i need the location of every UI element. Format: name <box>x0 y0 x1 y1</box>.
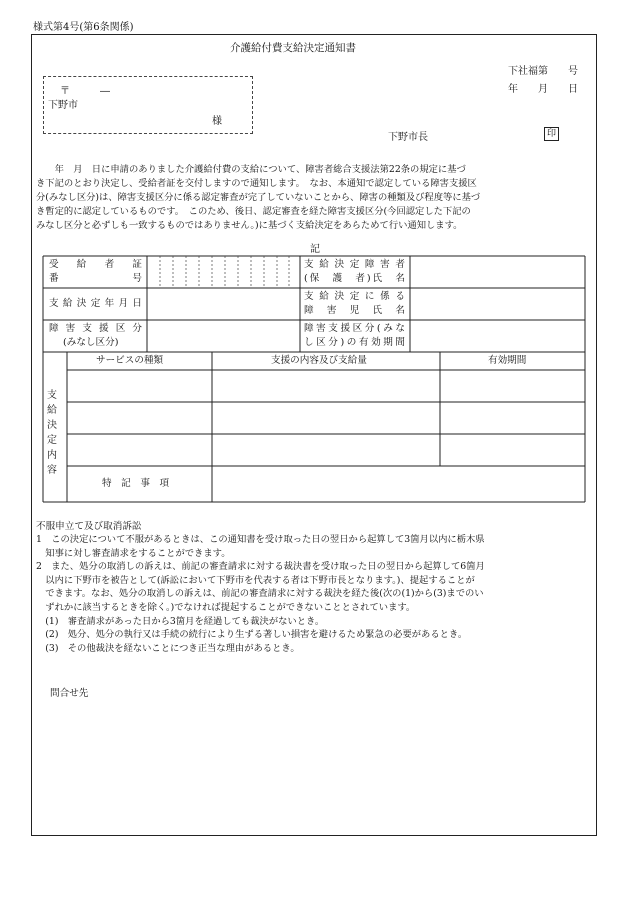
body-line: き下記のとおり決定し、受給者証を交付しますので通知します。 なお、本通知で認定している障害支援区 <box>36 178 477 189</box>
validity-label-2: し区分)の有効期間 <box>304 337 405 348</box>
body-line: き暫定的に認定しているものです。 このため、後日、認定審査を経た障害支援区分(今回認定した下記の <box>36 206 471 217</box>
validity-label-1: 障害支援区分(みな <box>304 323 405 334</box>
col-service-header: サービスの種類 <box>96 355 164 366</box>
col-content-header: 支援の内容及び支給量 <box>271 355 367 366</box>
address-city: 下野市 <box>48 100 78 111</box>
decision-content-label: 支給決定内容 <box>47 390 57 476</box>
document-number: 下社福第 号 <box>508 66 578 77</box>
appeal-line: 以内に下野市を被告として(訴訟において下野市を代表する者は下野市長となります。)、提起することが <box>36 574 475 586</box>
recipient-number-label-2: 番 号 <box>49 273 142 284</box>
appeal-line: 2 また、処分の取消しの訴えは、前記の審査請求に対する裁決書を受け取った日の翌日から起算して6箇月 <box>36 561 485 573</box>
disabled-person-label-2: (保 護 者)氏 名 <box>304 273 405 284</box>
child-name-label-2: 障 害 児 氏 名 <box>304 305 405 316</box>
ki-heading: 記 <box>310 244 320 255</box>
seal-stamp: 印 <box>544 127 559 141</box>
decision-date-label: 支給決定年月日 <box>49 298 142 309</box>
issuer-name: 下野市長 <box>388 132 428 143</box>
postal-code: 〒 ― <box>60 86 110 97</box>
disabled-person-label-1: 支給決定障害者 <box>304 259 405 270</box>
appeal-line: (2) 処分、処分の執行又は手続の続行により生ずる著しい損害を避けるため緊急の必要があるとき。 <box>36 629 468 641</box>
appeal-line: できます。なお、処分の取消しの訴えは、前記の審査請求に対する裁決を経た後(次の(1)から(3)までのい <box>36 588 484 600</box>
appeal-line: ずれかに該当するときを除く。)でなければ提起することができないこととされています。 <box>36 601 416 613</box>
appeal-line: 知事に対し審査請求をすることができます。 <box>36 547 231 559</box>
contact-label: 問合せ先 <box>50 688 89 699</box>
body-line: 年 月 日に申請のありました介護給付費の支給について、障害者総合支援法第22条の規定に基づ <box>36 164 466 175</box>
special-notes-label: 特 記 事 項 <box>102 478 170 489</box>
appeal-line: (1) 審査請求があった日から3箇月を経過しても裁決がないとき。 <box>36 615 325 627</box>
child-name-label-1: 支給決定に係る <box>304 291 405 302</box>
support-class-label-2: (みなし区分) <box>63 337 119 348</box>
document-title: 介護給付費支給決定通知書 <box>230 42 356 54</box>
address-honorific: 様 <box>212 116 222 127</box>
appeal-heading: 不服申立て及び取消訴訟 <box>36 521 142 532</box>
body-line: みなし区分と必ずしも一致するものではありません。)に基づく支給決定をあらためて行い通知します。 <box>36 220 463 231</box>
appeal-line: 1 この決定について不服があるときは、この通知書を受け取った日の翌日から起算して3箇月以内に栃木県 <box>36 534 485 545</box>
document-date: 年 月 日 <box>508 84 578 95</box>
form-label: 様式第4号(第6条関係) <box>33 22 134 33</box>
support-class-label-1: 障害支援区分 <box>49 323 142 334</box>
appeal-line: (3) その他裁決を経ないことにつき正当な理由があるとき。 <box>36 642 300 654</box>
body-line: 分(みなし区分)は、障害支援区分に係る認定審査が完了していないことから、障害の種類及び程度等に基づ <box>36 192 481 203</box>
appeal-notes <box>36 533 592 655</box>
col-period-header: 有効期間 <box>488 355 527 366</box>
recipient-number-label-1: 受 給 者 証 <box>49 259 142 270</box>
